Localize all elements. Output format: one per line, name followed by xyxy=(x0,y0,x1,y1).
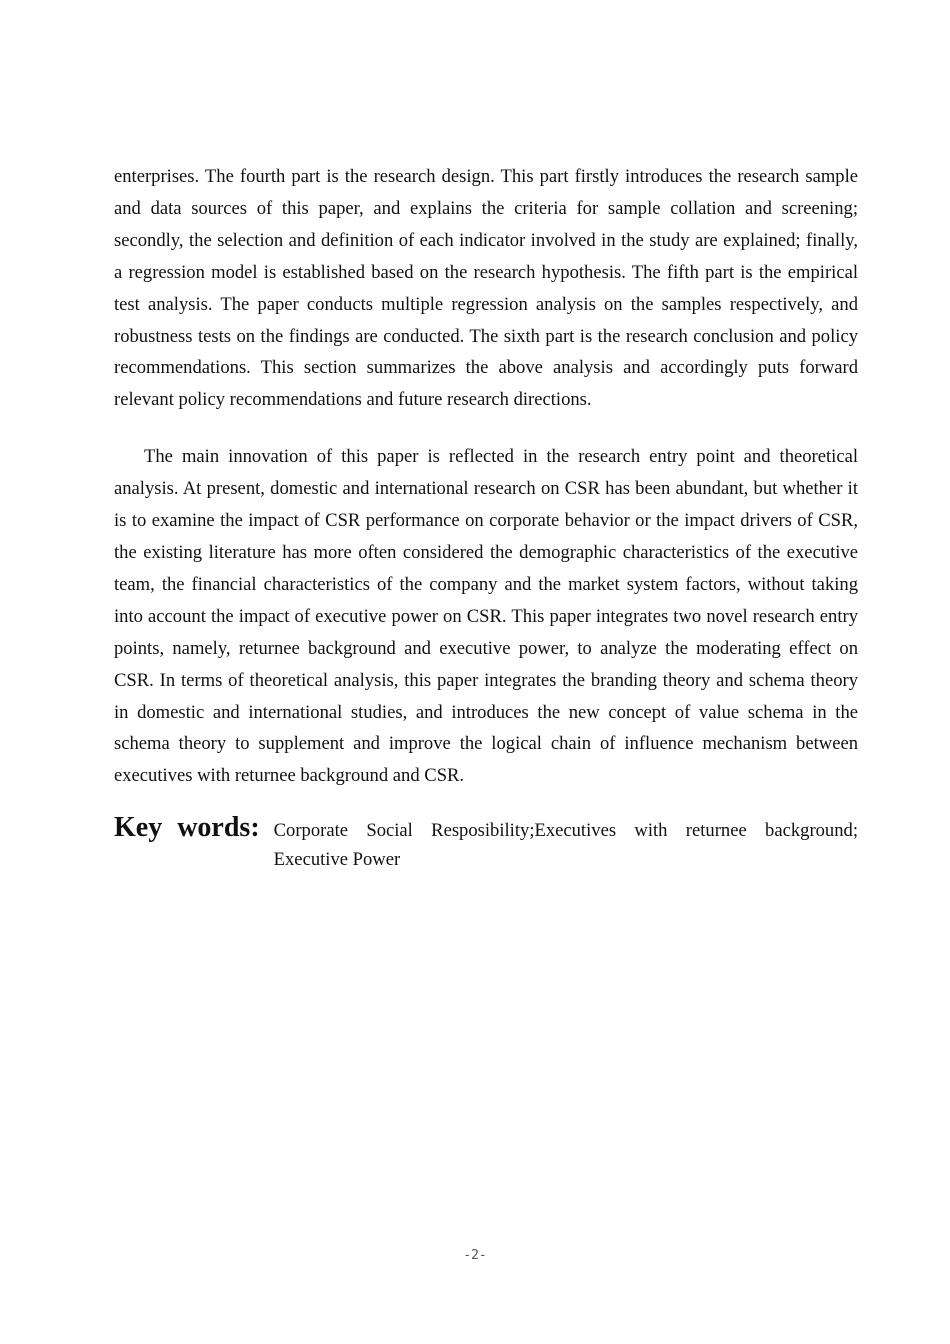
page-number: -2- xyxy=(463,1248,487,1263)
page-body xyxy=(114,161,858,874)
paragraph-research-structure: enterprises. The fourth part is the research design. This part firstly introduces the research sample and data sources of this paper, and explains the criteria for sample collation and screening; secondly, the selection and definition of each indicator involved in the study are explained; finally, a regression model is established based on the research hypothesis. The fifth part is the empirical test analysis. The paper conducts multiple regression analysis on the samples respectively, and robustness tests on the findings are conducted. The sixth part is the research conclusion and policy recommendations. This section summarizes the above analysis and accordingly puts forward relevant policy recommendations and future research directions. xyxy=(114,166,858,411)
keywords-text: Corporate Social Resposibility;Executives with returnee background; Executive Power xyxy=(273,820,858,871)
keywords-label: Key words: xyxy=(114,812,260,844)
paragraph-innovation: The main innovation of this paper is reflected in the research entry point and theoretical analysis. At present, domestic and international research on CSR has been abundant, but whether it is to examine the impact of CSR performance on corporate behavior or the impact drivers of CSR, the existing literature has more often considered the demographic characteristics of the executive team, the financial characteristics of the company and the market system factors, without taking into account the impact of executive power on CSR. This paper integrates two novel research entry points, namely, returnee background and executive power, to analyze the moderating effect on CSR. In terms of theoretical analysis, this paper integrates the branding theory and schema theory in domestic and international studies, and introduces the new concept of value schema in the schema theory to supplement and improve the logical chain of influence mechanism between executives with returnee background and CSR. xyxy=(114,446,858,787)
keywords-section xyxy=(114,812,858,874)
